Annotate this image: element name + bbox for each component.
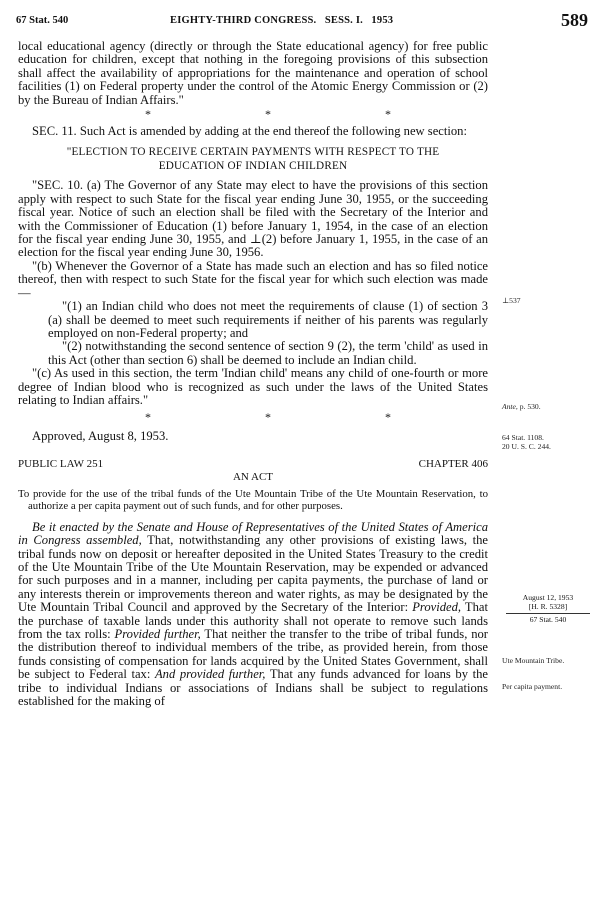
margin-note-per-capita: Per capita payment. <box>502 682 563 691</box>
an-act-heading: AN ACT <box>232 470 274 483</box>
margin-note-page-537: ⊥537 <box>502 296 521 305</box>
main-text <box>18 40 488 708</box>
law-header <box>18 457 488 471</box>
section-10-a: "SEC. 10. (a) The Governor of any State may elect to have the provisions of this section apply with respect to such State for the fiscal year ending June 30, 1955, or the succeeding fiscal year. Notice of such an election shall be filed with the Secretary of the Interior and with the Commissioner of Education (1) before January 1, 1954, in the case of an election for the fiscal year ending June 30, 1955, and ⊥(2) before January 1, 1955, in the case of an election for the fiscal year ending June 30, 1956. <box>18 178 488 260</box>
enact-text-2: That the purchase of taxable lands under this authority shall not operate to remove such lands from the tax rolls: <box>18 600 489 641</box>
section-10-b: "(b) Whenever the Governor of a State has made such an election and has so filed notice thereof, then with respect to such State for the fiscal year for which such election was made— <box>18 258 488 300</box>
act-date: August 12, 1953 <box>522 593 574 602</box>
star: * <box>385 107 391 122</box>
page-header <box>16 10 588 33</box>
section-heading-line-1: "ELECTION TO RECEIVE CERTAIN PAYMENTS WITH RESPECT TO THE <box>66 146 440 159</box>
star: * <box>145 107 151 122</box>
star: * <box>385 410 391 425</box>
act-title: To provide for the use of the tribal funds of the Ute Mountain Tribe of the Ute Mountain Reservation, to authorize a per capita payment out of such funds, and for other purposes. <box>18 487 488 512</box>
stat-citation: 67 Stat. 540 <box>529 615 567 625</box>
clause-list <box>18 300 488 367</box>
enact-text-1: That, notwithstanding any other provisions of existing laws, the tribal funds now on deposit or hereafter deposited in the United States Treasury to the credit of the Ute Mountain Tribe of the Ute Mountain Reservation, may be expended or advanced for such purposes and in a manner, including per capita payments, the purchase of land or any interests therein or improvements thereon and water rights, as may be designated by the Ute Mountain Tribal Council and approved by the Secretary of the Interior: <box>18 533 488 615</box>
stat-reference: 67 Stat. 540 <box>16 15 69 26</box>
proviso-and-provided-further: And provided further, <box>154 667 266 682</box>
margin-note-statute <box>502 433 594 451</box>
running-title: EIGHTY-THIRD CONGRESS. SESS. I. 1953 <box>170 15 394 26</box>
enacting-clause <box>18 521 488 709</box>
margin-note-ante <box>502 402 594 411</box>
chapter-number: CHAPTER 406 <box>418 457 488 470</box>
divider <box>506 613 590 614</box>
statute-ref-2: 20 U. S. C. 244. <box>502 442 551 451</box>
proviso-provided-further: Provided further, <box>114 627 201 641</box>
statute-ref-1: 64 Stat. 1108. <box>502 433 544 442</box>
section-11: SEC. 11. Such Act is amended by adding at the end thereof the following new section: <box>32 124 467 139</box>
enact-text-3: That neither the transfer to the tribe of tribal funds, nor the distribution thereof to individual members of the tribe, as provided herein, from those funds consisting of compensation for lands acquired by the United States Government, shall be subject to Federal tax: <box>18 627 488 682</box>
public-law-number: PUBLIC LAW 251 <box>18 457 104 470</box>
margin-note-ute-mountain: Ute Mountain Tribe. <box>502 656 565 665</box>
star: * <box>265 410 271 425</box>
ante-page: p. 530. <box>517 402 541 411</box>
act-date-box <box>502 594 594 625</box>
ante-label: Ante, <box>502 402 518 411</box>
paragraph-continuation: local educational agency (directly or through the State educational agency) for free public education for children, except that nothing in the foregoing provisions of this subsection shall affect the availability of appropriations for the maintenance and operation of school facilities (1) on Federal property under the control of the Atomic Energy Commission or (2) by the Bureau of Indian Affairs." <box>18 39 488 107</box>
clause-1: "(1) an Indian child who does not meet the requirements of clause (1) of section 3 (a) shall be deemed to meet such requirements if neither of his parents was regularly employed on non-Federal property; and <box>48 299 488 340</box>
proviso-provided: Provided, <box>412 600 462 615</box>
star: * <box>145 410 151 425</box>
section-break-stars <box>88 410 488 424</box>
clause-2: "(2) notwithstanding the second sentence of section 9 (2), the term 'child' as used in this Act (other than section 6) shall be deemed to include an Indian child. <box>48 339 488 367</box>
approval-date: Approved, August 8, 1953. <box>32 429 169 444</box>
section-heading-line-2: EDUCATION OF INDIAN CHILDREN <box>158 160 348 173</box>
star: * <box>265 107 271 122</box>
page-number: 589 <box>561 10 588 30</box>
bill-number: [H. R. 5328] <box>528 601 568 611</box>
enacting-formula: Be it enacted by the Senate and House of Representatives of the United States of America in Congress assembled, <box>18 519 488 548</box>
section-10-c: "(c) As used in this section, the term 'Indian child' means any child of one-fourth or more degree of Indian blood who is recognized as such under the laws of the United States relating to Indian affairs." <box>18 366 488 407</box>
enact-text-4: That any funds advanced for loans by the tribe to individual Indians or associations of Indians shall be subject to regulations established for the making of <box>18 667 488 709</box>
section-break-stars <box>88 107 488 121</box>
